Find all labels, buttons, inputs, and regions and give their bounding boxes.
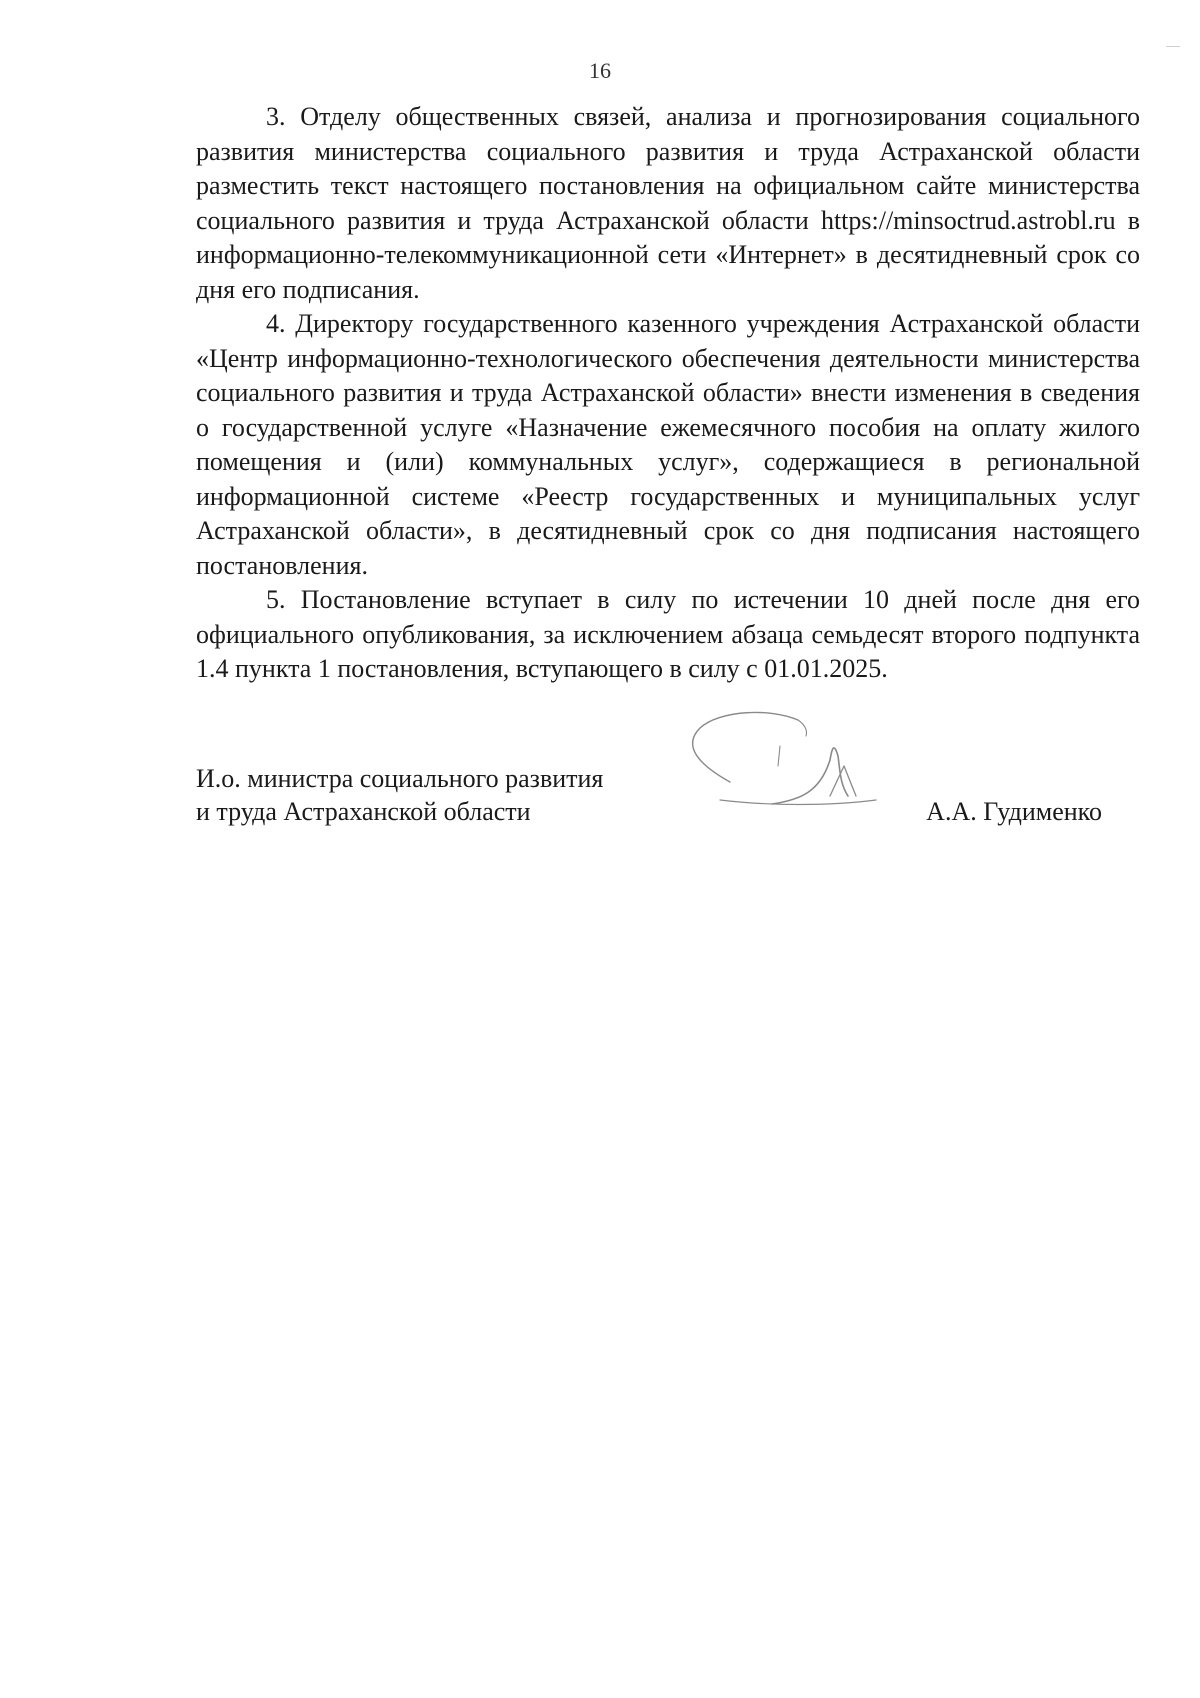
signer-title — [196, 762, 676, 828]
signature-block — [196, 762, 1140, 842]
signer-name: А.А. Гудименко — [926, 797, 1102, 826]
signer-title-line-2: и труда Астраханской области — [196, 797, 531, 826]
scan-artifact — [1166, 46, 1180, 47]
paragraph-4: 4. Директору государственного казенного учреждения Астраханской области «Центр информационно-технологического обеспечения деятельности министерства социального развития и труда Астраханской области» внести изменения в сведения о государственной услуге «Назначение ежемесячного пособия на оплату жилого помещения и (или) коммунальных услуг», содержащиеся в региональной информационной системе «Реестр государственных и муниципальных услуг Астраханской области», в десятидневный срок со дня подписания настоящего постановления. — [196, 309, 1140, 580]
page-number: 16 — [589, 58, 611, 83]
paragraph-5: 5. Постановление вступает в силу по истечении 10 дней после дня его официального опубликования, за исключением абзаца семьдесят второго подпункта 1.4 пункта 1 постановления, вступающего в силу с 01.01.2025. — [196, 585, 1140, 683]
signer-title-line-1: И.о. министра социального развития — [196, 764, 604, 793]
document-body — [196, 100, 1140, 687]
paragraph-3: 3. Отделу общественных связей, анализа и прогнозирования социального развития министерства социального развития и труда Астраханской области разместить текст настоящего постановления на официальном сайте министерства социального развития и труда Астраханской области https://minsoctrud.astrobl.ru в информационно-телекоммуникационной сети «Интернет» в десятидневный срок со дня его подписания. — [196, 102, 1140, 304]
